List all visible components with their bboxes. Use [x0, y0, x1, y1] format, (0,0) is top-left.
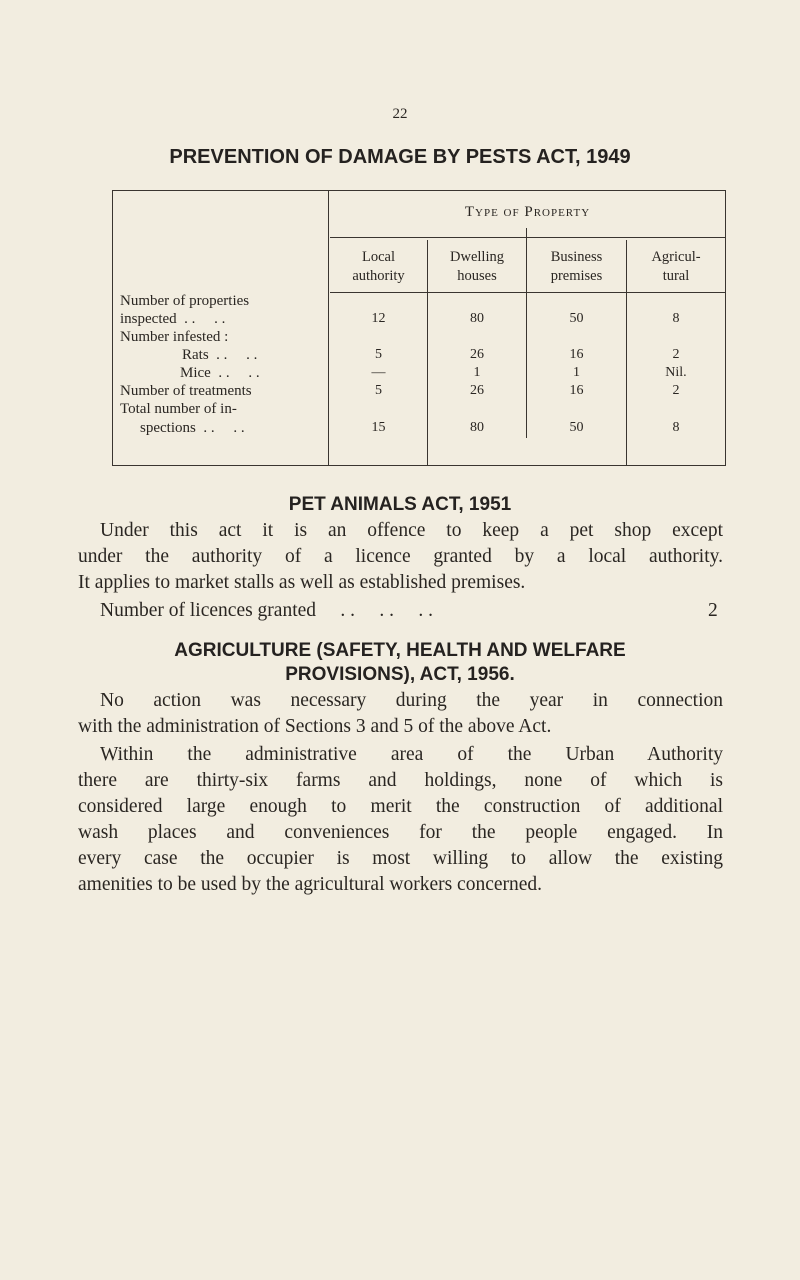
- column-header: [330, 248, 427, 286]
- table-cell: 26: [470, 383, 484, 398]
- table-cell: 2: [672, 347, 680, 362]
- group-header-rule: [330, 237, 725, 238]
- page-number: 22: [392, 106, 408, 122]
- pet-text-line: It applies to market stalls as well as established premises.: [78, 572, 526, 593]
- table-top-border: [112, 190, 726, 191]
- column-header: [428, 248, 526, 286]
- pet-act-title: PET ANIMALS ACT, 1951: [288, 494, 512, 515]
- column-header-line: premises: [550, 268, 603, 284]
- table-cell: 80: [470, 420, 484, 435]
- table-cell: 80: [470, 311, 484, 326]
- agri-text-line: No action was necessary during the year in connection: [100, 690, 723, 711]
- pests-act-title: PREVENTION OF DAMAGE BY PESTS ACT, 1949: [169, 146, 631, 168]
- column-header-line: tural: [662, 268, 690, 284]
- column-header-rule: [330, 292, 725, 293]
- group-header: Type of Property: [464, 204, 591, 220]
- table-cell: 50: [569, 420, 584, 435]
- table-divider: [328, 190, 329, 466]
- agri-text-line: amenities to be used by the agricultural workers concerned.: [78, 874, 543, 895]
- agri-text-line: there are thirty-six farms and holdings, none of which is: [78, 770, 723, 791]
- table-cell: 1: [573, 365, 580, 380]
- table-left-border: [112, 190, 113, 466]
- agri-text-line: every case the occupier is most willing to allow the existing: [78, 848, 723, 869]
- table-cell: 5: [375, 383, 382, 398]
- column-header-line: houses: [457, 268, 497, 284]
- agri-text-line: Within the administrative area of the Urban Authority: [100, 744, 723, 765]
- column-header: [627, 248, 725, 286]
- column-header-line: Dwelling: [450, 249, 504, 265]
- agri-text-line: with the administration of Sections 3 and 5 of the above Act.: [78, 716, 552, 737]
- table-cell: 26: [470, 347, 484, 362]
- row-label: Mice . . . .: [180, 365, 260, 381]
- agriculture-act-title: PROVISIONS), ACT, 1956.: [285, 664, 515, 685]
- column-header-line: authority: [352, 268, 405, 284]
- table-cell: 8: [672, 311, 680, 326]
- table-cell: 15: [371, 420, 386, 435]
- column-header-line: Local: [361, 249, 395, 265]
- licences-label: Number of licences granted . . . . . .: [100, 600, 434, 621]
- row-label: spections . . . .: [140, 420, 245, 436]
- table-cell: 5: [375, 347, 382, 362]
- table-cell: Nil.: [665, 365, 687, 380]
- table-cell: 16: [569, 347, 584, 362]
- agri-text-line: wash places and conveniences for the people engaged. In: [78, 822, 723, 843]
- row-label: Rats . . . .: [182, 347, 258, 363]
- table-cell: 1: [473, 365, 481, 380]
- table-right-border: [725, 190, 726, 466]
- agri-text-line: considered large enough to merit the construction of additional: [78, 796, 723, 817]
- row-label: Number of treatments: [120, 383, 252, 399]
- table-cell: 50: [569, 311, 584, 326]
- column-header-line: Agricul-: [651, 249, 701, 265]
- row-label: Number of properties: [120, 293, 250, 309]
- row-label: inspected . . . .: [120, 311, 226, 327]
- agriculture-act-title: AGRICULTURE (SAFETY, HEALTH AND WELFARE: [174, 640, 626, 661]
- column-header: [527, 248, 626, 286]
- row-label: Total number of in-: [120, 401, 237, 417]
- table-bottom-border: [112, 465, 726, 466]
- pet-text-line: Under this act it is an offence to keep a pet shop except: [100, 520, 723, 541]
- table-cell: 16: [569, 383, 584, 398]
- column-header-line: Business: [550, 249, 603, 265]
- pet-text-line: under the authority of a licence granted by a local authority.: [78, 546, 723, 567]
- table-cell: 2: [672, 383, 680, 398]
- table-cell: —: [371, 365, 386, 380]
- table-cell: 12: [371, 311, 386, 326]
- licences-value: 2: [708, 600, 718, 621]
- table-cell: 8: [672, 420, 680, 435]
- row-label: Number infested :: [120, 329, 229, 345]
